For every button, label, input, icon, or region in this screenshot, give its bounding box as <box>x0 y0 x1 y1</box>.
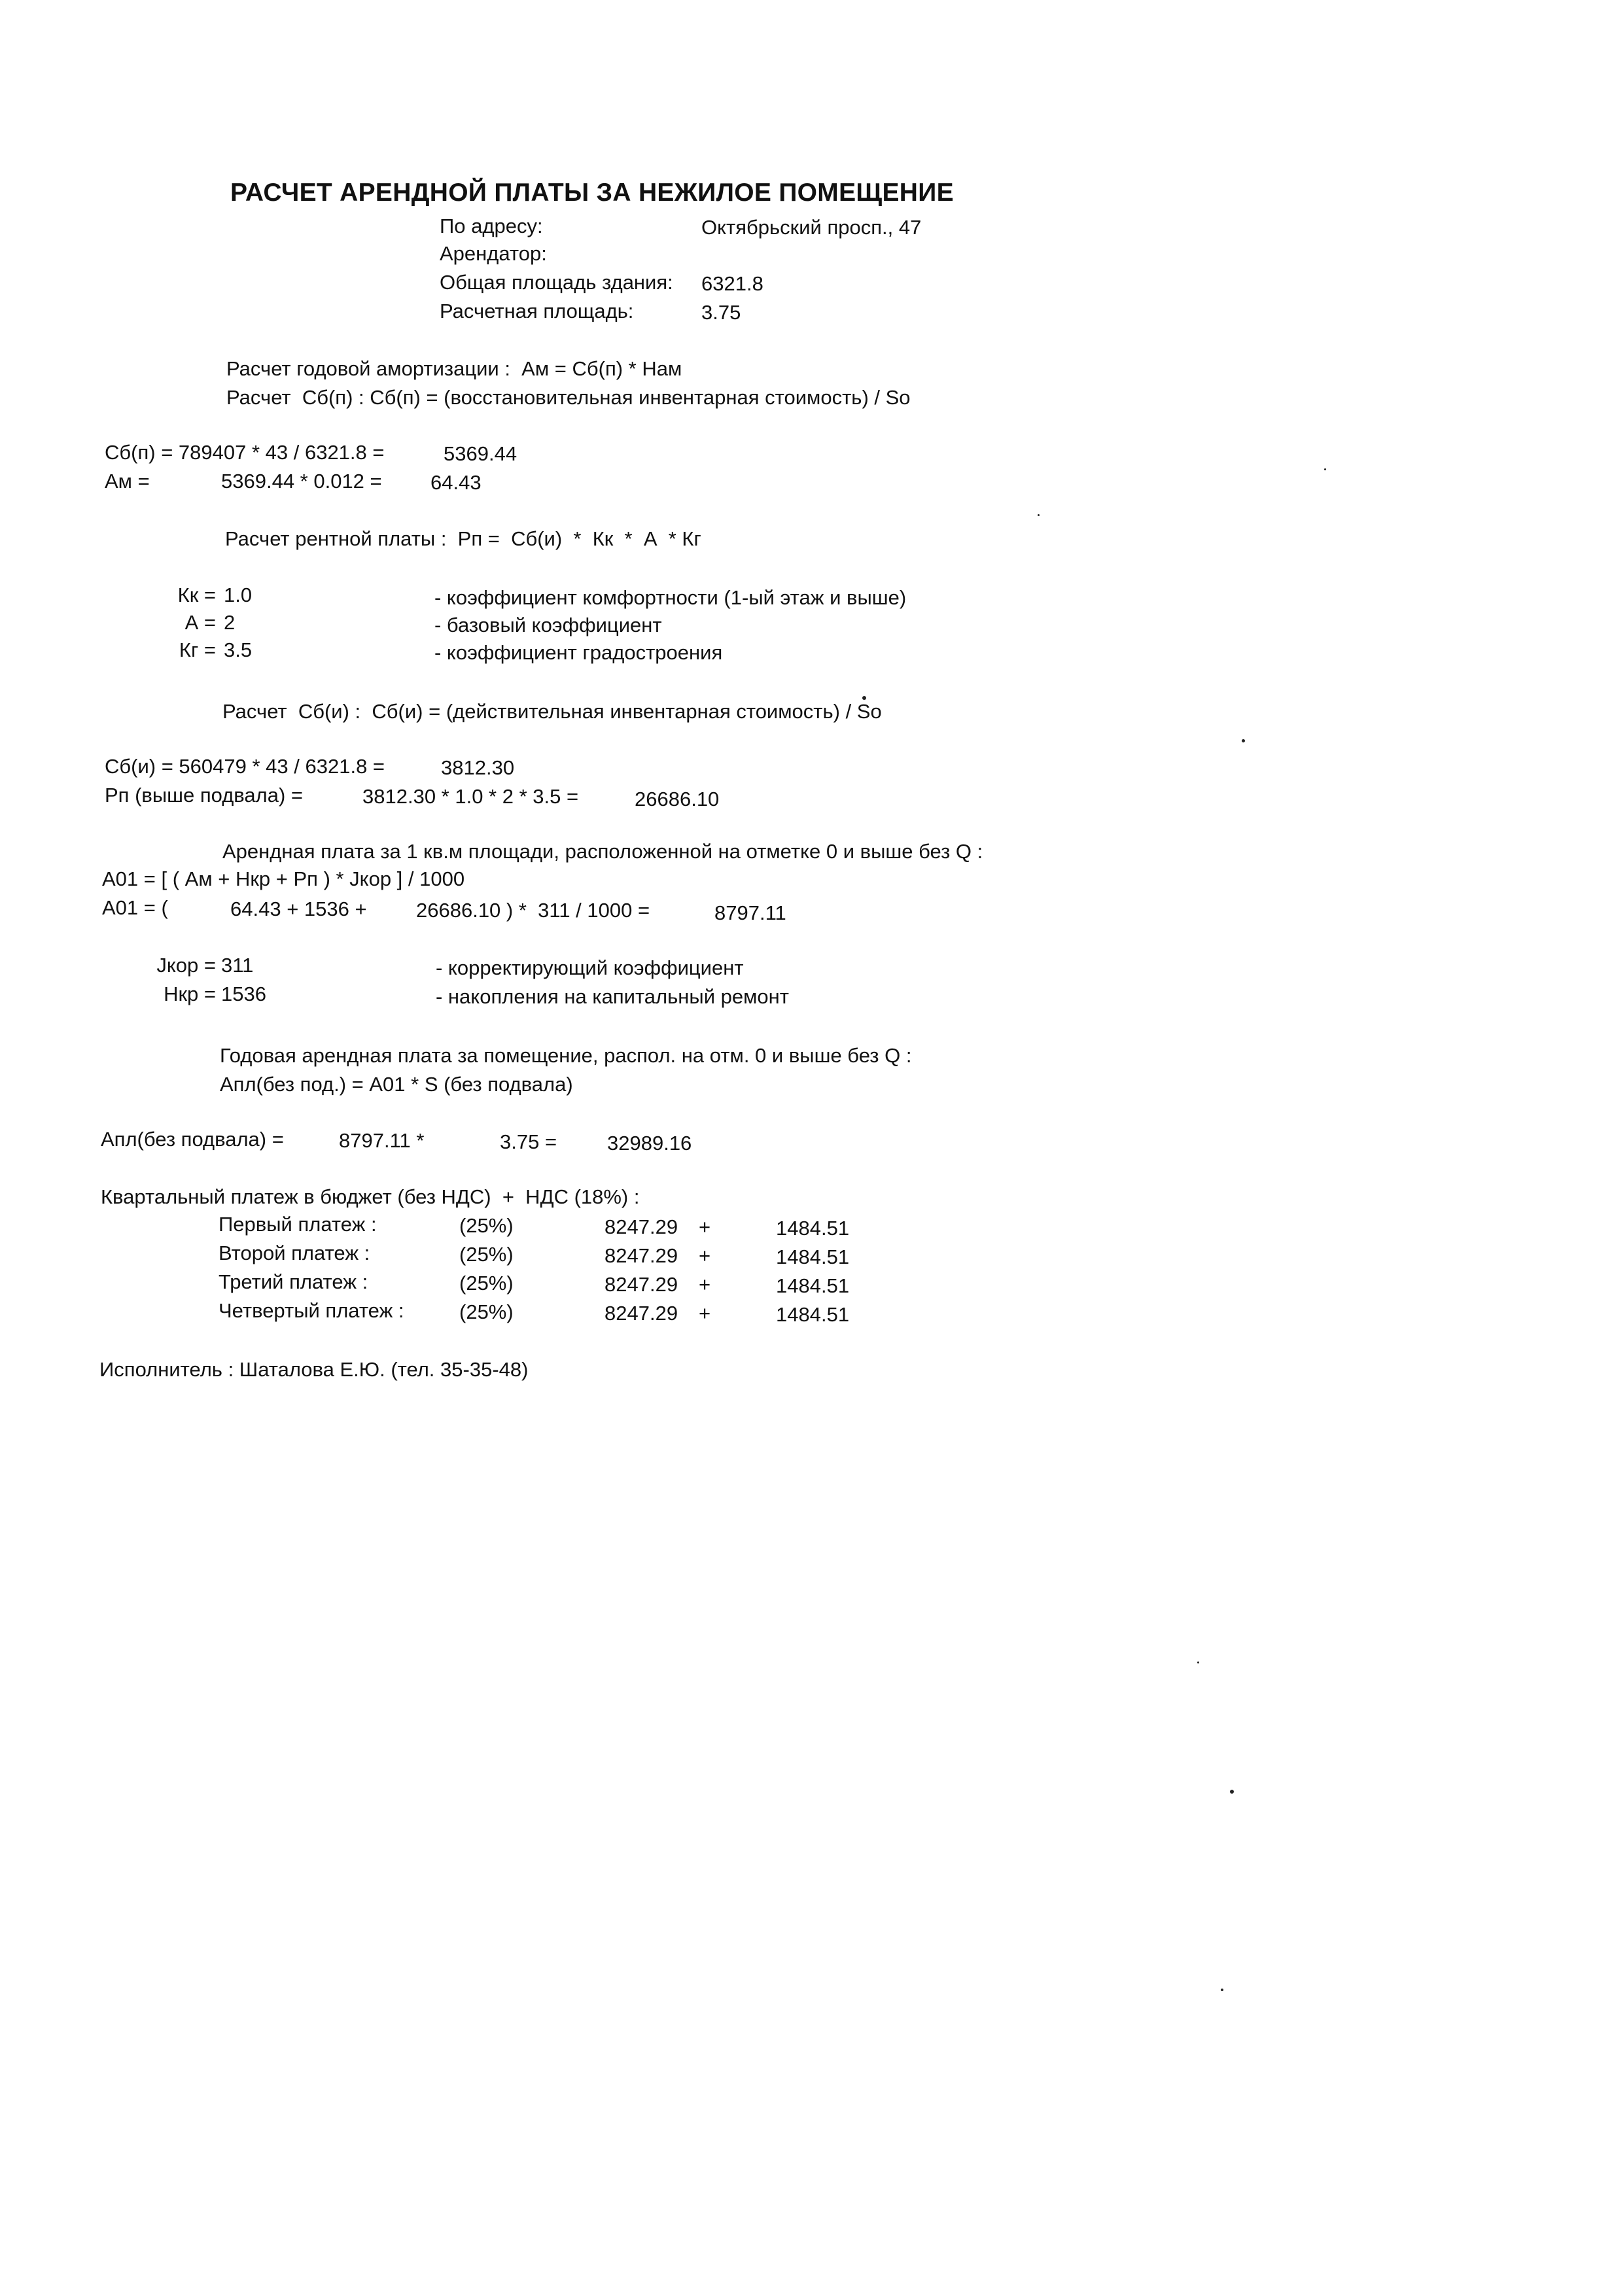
payment-1-vat: 1484.51 <box>776 1217 850 1240</box>
tenant-label: Арендатор: <box>440 242 547 265</box>
payment-2-vat: 1484.51 <box>776 1245 850 1268</box>
calc-area-label: Расчетная площадь: <box>440 300 634 322</box>
annual-heading: Годовая арендная плата за помещение, распол. на отм. 0 и выше без Q : <box>220 1044 912 1067</box>
scan-speck <box>1038 514 1040 516</box>
sbp-calc-expr: Сб(п) = 789407 * 43 / 6321.8 = <box>105 441 385 464</box>
scan-speck <box>1197 1661 1199 1663</box>
coef-nkr-label: Нкр = <box>164 983 216 1005</box>
annual-calc-label: Апл(без подвала) = <box>101 1128 284 1151</box>
payment-1-plus: + <box>699 1215 711 1238</box>
coef-nkr-value: 1536 <box>221 983 266 1005</box>
rp-calc-label: Рп (выше подвала) = <box>105 784 304 807</box>
scan-speck <box>1242 739 1245 742</box>
annual-calc-value2: 3.75 = <box>500 1130 557 1153</box>
a01-heading: Арендная плата за 1 кв.м площади, расположенной на отметке 0 и выше без Q : <box>222 840 983 863</box>
annual-formula: Апл(без под.) = А01 * S (без подвала) <box>220 1073 573 1096</box>
coef-kk-value: 1.0 <box>224 583 253 606</box>
annual-calc-value1: 8797.11 * <box>339 1129 425 1152</box>
a01-formula: А01 = [ ( Ам + Нкр + Рп ) * Jкор ] / 1000 <box>102 867 465 890</box>
payment-3-plus: + <box>699 1273 711 1296</box>
coef-jkor-value: 311 <box>221 954 254 977</box>
total-area-value: 6321.8 <box>701 272 763 295</box>
payment-1-label: Первый платеж : <box>219 1213 377 1236</box>
address-label: По адресу: <box>440 215 543 237</box>
payment-2-plus: + <box>699 1244 711 1267</box>
rp-calc-expr: 3812.30 * 1.0 * 2 * 3.5 = <box>362 785 579 808</box>
coef-a-label: А = <box>184 611 216 634</box>
coef-kk-label: Кк = <box>177 583 216 606</box>
coef-kg-value: 3.5 <box>224 638 253 661</box>
annual-calc-result: 32989.16 <box>607 1132 692 1155</box>
calc-area-value: 3.75 <box>701 301 741 324</box>
a01-calc-result: 8797.11 <box>714 901 786 924</box>
scan-speck <box>1324 468 1326 470</box>
payment-4-plus: + <box>699 1302 711 1325</box>
a01-calc-part1: 64.43 + 1536 + <box>230 897 367 920</box>
coef-nkr-desc: - накопления на капитальный ремонт <box>436 985 789 1008</box>
address-value: Октябрьский просп., 47 <box>701 216 922 239</box>
payment-4-label: Четвертый платеж : <box>219 1299 404 1322</box>
scan-speck <box>862 696 866 700</box>
a01-calc-label: А01 = ( <box>102 896 168 919</box>
sbp-calc-result: 5369.44 <box>444 442 517 465</box>
am-calc-expr: 5369.44 * 0.012 = <box>221 470 382 493</box>
payment-3-vat: 1484.51 <box>776 1274 850 1297</box>
payment-4-vat: 1484.51 <box>776 1303 850 1326</box>
sbi-calc-expr: Сб(и) = 560479 * 43 / 6321.8 = <box>105 755 385 778</box>
quarterly-heading: Квартальный платеж в бюджет (без НДС) + НДС (18%) : <box>101 1185 640 1208</box>
payment-1-pct: (25%) <box>459 1214 514 1237</box>
am-calc-result: 64.43 <box>430 471 482 494</box>
payment-3-pct: (25%) <box>459 1272 514 1295</box>
document-title: РАСЧЕТ АРЕНДНОЙ ПЛАТЫ ЗА НЕЖИЛОЕ ПОМЕЩЕНИЕ <box>230 179 954 207</box>
coef-a-value: 2 <box>224 611 236 634</box>
coef-kg-desc: - коэффициент градостроения <box>434 641 723 664</box>
payment-3-amount: 8247.29 <box>604 1273 678 1296</box>
rent-formula: Расчет рентной платы : Рп = Сб(и) * Кк * А * Кг <box>225 527 701 550</box>
coef-jkor-label: Jкор = <box>156 954 216 977</box>
amortization-formula: Расчет годовой амортизации : Ам = Сб(п) * Нам <box>226 357 682 380</box>
scan-speck <box>1230 1790 1234 1794</box>
payment-2-label: Второй платеж : <box>219 1242 370 1264</box>
coef-jkor-desc: - корректирующий коэффициент <box>436 956 744 979</box>
total-area-label: Общая площадь здания: <box>440 271 673 294</box>
scan-speck <box>1221 1989 1223 1991</box>
am-calc-label: Ам = <box>105 470 150 493</box>
a01-calc-part2: 26686.10 ) * 311 / 1000 = <box>416 899 650 922</box>
payment-4-amount: 8247.29 <box>604 1302 678 1325</box>
sbi-calc-result: 3812.30 <box>441 756 515 779</box>
rp-calc-result: 26686.10 <box>635 788 720 810</box>
coef-kg-label: Кг = <box>179 638 216 661</box>
payment-2-amount: 8247.29 <box>604 1244 678 1267</box>
sbi-formula: Расчет Сб(и) : Сб(и) = (действительная инвентарная стоимость) / So <box>222 700 882 723</box>
payment-4-pct: (25%) <box>459 1300 514 1323</box>
payment-1-amount: 8247.29 <box>604 1215 678 1238</box>
coef-a-desc: - базовый коэффициент <box>434 614 662 636</box>
executor-line: Исполнитель : Шаталова Е.Ю. (тел. 35-35-48) <box>99 1358 529 1381</box>
coef-kk-desc: - коэффициент комфортности (1-ый этаж и выше) <box>434 586 907 609</box>
sbp-formula: Расчет Сб(п) : Сб(п) = (восстановительная инвентарная стоимость) / So <box>226 386 911 409</box>
payment-2-pct: (25%) <box>459 1243 514 1266</box>
payment-3-label: Третий платеж : <box>219 1270 368 1293</box>
